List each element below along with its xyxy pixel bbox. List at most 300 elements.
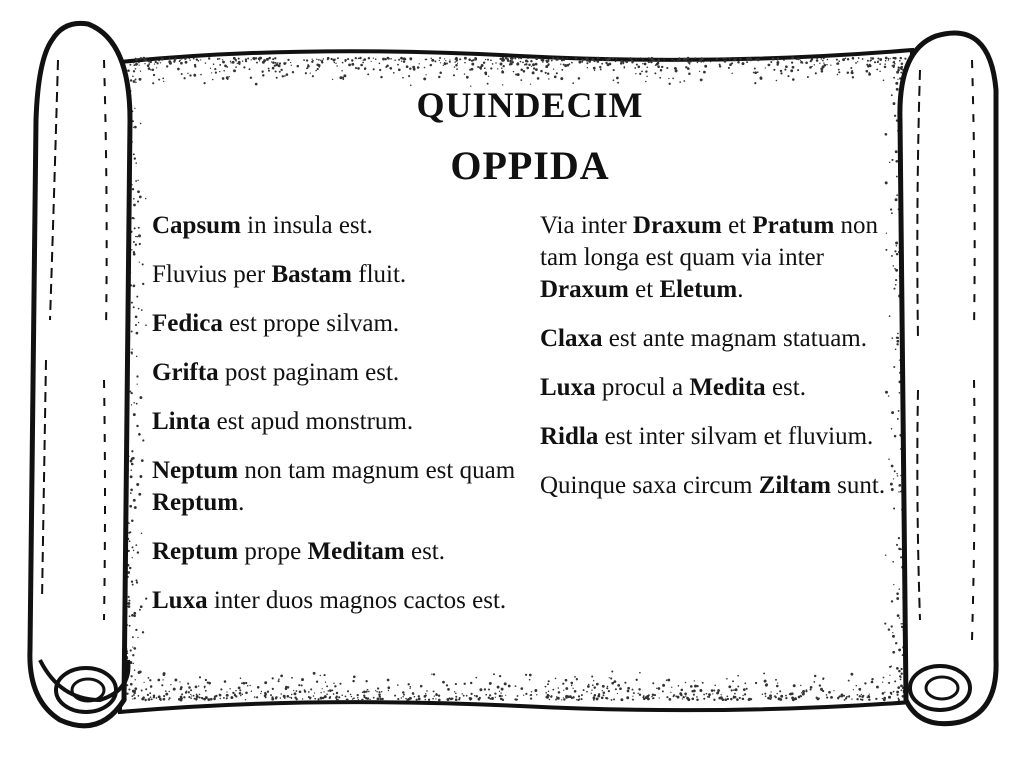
stipple-dot	[644, 63, 647, 66]
clue-text: sunt.	[830, 472, 886, 499]
stipple-dot	[892, 635, 895, 638]
stipple-dot	[894, 435, 897, 438]
stipple-dot	[724, 58, 726, 60]
stipple-dot	[898, 484, 901, 487]
clue-text: non tam longa est quam via inter	[540, 212, 879, 271]
stipple-dot	[128, 596, 130, 598]
stipple-dot	[882, 698, 883, 699]
stipple-dot	[535, 68, 538, 71]
stipple-dot	[719, 65, 721, 67]
stipple-dot	[165, 693, 168, 696]
stipple-dot	[868, 699, 869, 700]
stipple-dot	[594, 694, 596, 696]
stipple-dot	[371, 61, 372, 62]
stipple-dot	[896, 337, 898, 339]
stipple-dot	[772, 58, 775, 61]
stipple-dot	[894, 470, 896, 472]
stipple-dot	[438, 76, 440, 78]
stipple-dot	[650, 61, 652, 63]
stipple-dot	[131, 331, 133, 333]
stipple-dot	[388, 690, 389, 691]
stipple-dot	[730, 698, 732, 700]
stipple-dot	[789, 693, 791, 695]
stipple-dot	[180, 699, 181, 700]
stipple-dot	[512, 57, 514, 59]
stipple-dot	[667, 679, 670, 682]
stipple-dot	[542, 61, 544, 63]
stipple-dot	[148, 67, 151, 70]
stipple-dot	[430, 64, 432, 66]
stipple-dot	[879, 63, 881, 65]
stipple-dot	[798, 696, 801, 699]
stipple-dot	[485, 59, 486, 60]
stipple-dot	[892, 651, 895, 654]
clue-text: post paginam est.	[218, 359, 400, 386]
stipple-dot	[691, 697, 694, 700]
stipple-dot	[483, 61, 485, 63]
stipple-dot	[137, 200, 139, 202]
stipple-dot	[199, 694, 201, 696]
stipple-dot	[642, 63, 643, 64]
stipple-dot	[693, 694, 695, 696]
stipple-dot	[862, 695, 864, 697]
stipple-dot	[131, 519, 134, 522]
stipple-dot	[195, 686, 198, 689]
stipple-dot	[814, 675, 816, 677]
stipple-dot	[893, 366, 895, 368]
clue-left-4	[152, 357, 522, 389]
stipple-dot	[274, 65, 276, 67]
stipple-dot	[737, 675, 739, 677]
stipple-dot	[785, 695, 787, 697]
stipple-dot	[147, 694, 149, 696]
stipple-dot	[868, 73, 871, 76]
stipple-dot	[694, 685, 697, 688]
stipple-dot	[640, 57, 642, 59]
stipple-dot	[279, 62, 281, 64]
stipple-dot	[357, 694, 359, 696]
stipple-dot	[691, 690, 693, 692]
stipple-dot	[700, 78, 703, 81]
stipple-dot	[885, 57, 888, 60]
stipple-dot	[893, 584, 894, 585]
stipple-dot	[449, 59, 450, 60]
stipple-dot	[484, 67, 486, 69]
stipple-dot	[342, 62, 344, 64]
stipple-dot	[606, 58, 609, 61]
stipple-dot	[627, 690, 630, 693]
stipple-dot	[861, 694, 862, 695]
stipple-dot	[434, 60, 436, 62]
stipple-dot	[183, 77, 185, 79]
stipple-dot	[576, 699, 578, 701]
stipple-dot	[657, 65, 660, 68]
clue-text: est.	[404, 538, 446, 565]
stipple-dot	[895, 160, 898, 163]
stipple-dot	[535, 57, 538, 60]
stipple-dot	[533, 67, 535, 69]
stipple-dot	[784, 69, 786, 71]
stipple-dot	[141, 533, 143, 535]
stipple-dot	[297, 65, 300, 68]
stipple-dot	[490, 67, 492, 69]
stipple-dot	[531, 66, 532, 67]
stipple-dot	[674, 67, 677, 70]
stipple-dot	[378, 691, 380, 693]
stipple-dot	[842, 58, 845, 61]
stipple-dot	[438, 695, 440, 697]
title-line-2: OPPIDA	[450, 143, 610, 188]
stipple-dot	[900, 556, 902, 558]
stipple-dot	[857, 694, 859, 696]
stipple-dot	[185, 61, 188, 64]
stipple-dot	[574, 676, 576, 678]
stipple-dot	[671, 59, 673, 61]
stipple-dot	[588, 60, 591, 63]
stipple-dot	[503, 65, 505, 67]
stipple-dot	[278, 64, 281, 67]
stipple-dot	[346, 698, 349, 701]
clue-town-name: Reptum	[152, 489, 239, 516]
stipple-dot	[582, 59, 584, 61]
stipple-dot	[219, 64, 221, 66]
stipple-dot	[661, 66, 663, 68]
stipple-dot	[565, 687, 568, 690]
stipple-dot	[897, 79, 898, 80]
stipple-dot	[791, 57, 794, 60]
stipple-dot	[694, 680, 695, 681]
stipple-dot	[315, 70, 317, 72]
stipple-dot	[223, 697, 225, 699]
stipple-dot	[321, 62, 323, 64]
stipple-dot	[149, 692, 151, 694]
stipple-dot	[369, 699, 370, 700]
stipple-dot	[435, 698, 436, 699]
stipple-dot	[443, 65, 444, 66]
stipple-dot	[897, 418, 899, 420]
stipple-dot	[651, 58, 654, 61]
stipple-dot	[879, 71, 880, 72]
stipple-dot	[614, 680, 617, 683]
stipple-dot	[416, 699, 418, 701]
stipple-dot	[560, 77, 563, 80]
stipple-dot	[402, 691, 405, 694]
stipple-dot	[165, 690, 167, 692]
stipple-dot	[189, 58, 190, 59]
stipple-dot	[433, 690, 435, 692]
stipple-dot	[500, 63, 503, 66]
stipple-dot	[882, 681, 883, 682]
stipple-dot	[294, 696, 296, 698]
stipple-dot	[540, 70, 542, 72]
stipple-dot	[363, 691, 366, 694]
stipple-dot	[768, 64, 771, 67]
stipple-dot	[776, 80, 778, 82]
stipple-dot	[132, 584, 134, 586]
stipple-dot	[668, 78, 669, 79]
stipple-dot	[864, 682, 866, 684]
stipple-dot	[578, 695, 580, 697]
stipple-dot	[500, 698, 503, 701]
stipple-dot	[320, 675, 321, 676]
stipple-dot	[713, 699, 715, 701]
stipple-dot	[629, 57, 631, 59]
stipple-dot	[597, 57, 600, 60]
stipple-dot	[362, 62, 364, 64]
stipple-dot	[611, 699, 613, 701]
stipple-dot	[367, 73, 369, 75]
stipple-dot	[549, 699, 550, 700]
stipple-dot	[449, 61, 451, 63]
stipple-dot	[130, 683, 133, 686]
stipple-dot	[324, 695, 327, 698]
stipple-dot	[555, 678, 557, 680]
stipple-dot	[464, 57, 467, 60]
stipple-dot	[242, 694, 244, 696]
stipple-dot	[517, 74, 519, 76]
stipple-dot	[698, 60, 700, 62]
stipple-dot	[872, 57, 875, 60]
stipple-dot	[678, 58, 681, 61]
stipple-dot	[135, 579, 137, 581]
stipple-dot	[287, 59, 289, 61]
stipple-dot	[136, 356, 138, 358]
stipple-dot	[264, 681, 267, 684]
stipple-dot	[851, 698, 852, 699]
stipple-dot	[800, 695, 802, 697]
stipple-dot	[174, 679, 177, 682]
stipple-dot	[213, 698, 215, 700]
stipple-dot	[563, 690, 564, 691]
stipple-dot	[571, 683, 573, 685]
clue-text: Via inter	[540, 212, 633, 239]
clue-text: Quinque saxa circum	[540, 472, 759, 499]
stipple-dot	[652, 698, 653, 699]
stipple-dot	[243, 682, 246, 685]
stipple-dot	[127, 602, 130, 605]
stipple-dot	[247, 685, 249, 687]
stipple-dot	[731, 73, 732, 74]
stipple-dot	[163, 81, 164, 82]
stipple-dot	[198, 685, 199, 686]
stipple-dot	[594, 699, 595, 700]
stipple-dot	[592, 684, 594, 686]
stipple-dot	[843, 695, 845, 697]
stipple-dot	[135, 315, 138, 318]
stipple-dot	[132, 663, 134, 665]
stipple-dot	[157, 679, 160, 682]
stipple-dot	[770, 61, 772, 63]
stipple-dot	[336, 699, 338, 701]
stipple-dot	[286, 695, 289, 698]
stipple-dot	[855, 62, 857, 64]
stipple-dot	[527, 58, 528, 59]
stipple-dot	[523, 695, 524, 696]
stipple-dot	[586, 62, 588, 64]
stipple-dot	[135, 162, 137, 164]
stipple-dot	[163, 673, 166, 676]
stipple-dot	[132, 557, 133, 558]
stipple-dot	[893, 265, 894, 266]
stipple-dot	[682, 696, 684, 698]
stipple-dot	[868, 696, 871, 699]
stipple-dot	[893, 102, 896, 105]
stipple-dot	[562, 683, 564, 685]
stipple-dot	[425, 59, 427, 61]
stipple-dot	[488, 76, 489, 77]
stipple-dot	[643, 698, 646, 701]
stipple-dot	[892, 632, 893, 633]
stipple-dot	[130, 489, 133, 492]
stipple-dot	[616, 58, 617, 59]
stipple-dot	[258, 58, 261, 61]
stipple-dot	[435, 693, 438, 696]
stipple-dot	[485, 694, 487, 696]
stipple-dot	[131, 302, 133, 304]
stipple-dot	[696, 698, 699, 701]
stipple-dot	[245, 58, 247, 60]
stipple-dot	[871, 681, 874, 684]
stipple-dot	[373, 57, 374, 58]
stipple-dot	[896, 71, 899, 74]
stipple-dot	[424, 67, 426, 69]
stipple-dot	[899, 60, 901, 62]
stipple-dot	[426, 690, 428, 692]
stipple-dot	[569, 63, 571, 65]
stipple-dot	[848, 680, 850, 682]
stipple-dot	[632, 689, 634, 691]
stipple-dot	[603, 691, 606, 694]
stipple-dot	[558, 691, 561, 694]
stipple-dot	[871, 678, 873, 680]
stipple-dot	[563, 697, 564, 698]
clue-text: .	[238, 489, 245, 516]
stipple-dot	[131, 581, 133, 583]
stipple-dot	[509, 63, 511, 65]
stipple-dot	[690, 685, 693, 688]
stipple-dot	[204, 686, 206, 688]
stipple-dot	[135, 79, 137, 81]
stipple-dot	[807, 76, 809, 78]
stipple-dot	[364, 58, 367, 61]
stipple-dot	[563, 59, 565, 61]
stipple-dot	[283, 62, 286, 65]
stipple-dot	[268, 70, 270, 72]
stipple-dot	[275, 70, 277, 72]
stipple-dot	[841, 695, 844, 698]
stipple-dot	[754, 67, 756, 69]
stipple-dot	[134, 506, 137, 509]
stipple-dot	[268, 68, 270, 70]
stipple-dot	[901, 66, 904, 69]
stipple-dot	[794, 697, 797, 700]
stipple-dot	[238, 58, 240, 60]
stipple-dot	[891, 694, 892, 695]
stipple-dot	[858, 688, 861, 691]
stipple-dot	[132, 75, 134, 77]
stipple-dot	[515, 74, 517, 76]
stipple-dot	[329, 697, 331, 699]
stipple-dot	[142, 631, 144, 633]
stipple-dot	[846, 696, 848, 698]
stipple-dot	[138, 695, 140, 697]
stipple-dot	[733, 689, 735, 691]
stipple-dot	[802, 690, 805, 693]
stipple-dot	[205, 696, 208, 699]
stipple-dot	[690, 61, 692, 63]
stipple-dot	[616, 77, 619, 80]
stipple-dot	[398, 59, 400, 61]
stipple-dot	[470, 693, 472, 695]
stipple-dot	[453, 74, 455, 76]
stipple-dot	[249, 685, 250, 686]
stipple-dot	[144, 699, 146, 701]
stipple-dot	[847, 58, 849, 60]
stipple-dot	[160, 62, 161, 63]
stipple-dot	[142, 263, 144, 265]
stipple-dot	[322, 688, 323, 689]
stipple-dot	[851, 673, 854, 676]
stipple-dot	[432, 698, 434, 700]
stipple-dot	[726, 696, 728, 698]
stipple-dot	[158, 695, 161, 698]
stipple-dot	[272, 61, 275, 64]
stipple-dot	[609, 677, 610, 678]
stipple-dot	[277, 62, 278, 63]
stipple-dot	[771, 691, 772, 692]
stipple-dot	[185, 691, 187, 693]
stipple-dot	[238, 61, 241, 64]
stipple-dot	[401, 697, 402, 698]
stipple-dot	[753, 72, 755, 74]
stipple-dot	[373, 697, 375, 699]
stipple-dot	[721, 694, 722, 695]
stipple-dot	[897, 333, 899, 335]
stipple-dot	[635, 73, 636, 74]
stipple-dot	[439, 60, 440, 61]
stipple-dot	[637, 693, 638, 694]
stipple-dot	[243, 66, 245, 68]
stipple-dot	[417, 66, 420, 69]
stipple-dot	[149, 679, 151, 681]
stipple-dot	[679, 81, 681, 83]
stipple-dot	[606, 687, 608, 689]
stipple-dot	[638, 688, 640, 690]
stipple-dot	[869, 60, 871, 62]
stipple-dot	[703, 61, 705, 63]
stipple-dot	[714, 685, 716, 687]
stipple-dot	[816, 697, 818, 699]
stipple-dot	[703, 71, 706, 74]
stipple-dot	[138, 62, 139, 63]
stipple-dot	[638, 66, 641, 69]
stipple-dot	[134, 126, 137, 129]
stipple-dot	[732, 680, 734, 682]
stipple-dot	[884, 623, 886, 625]
stipple-dot	[475, 695, 478, 698]
stipple-dot	[133, 614, 136, 617]
stipple-dot	[542, 59, 544, 61]
stipple-dot	[504, 682, 507, 685]
stipple-dot	[889, 675, 890, 676]
stipple-dot	[479, 697, 481, 699]
stipple-dot	[138, 227, 140, 229]
stipple-dot	[893, 61, 895, 63]
stipple-dot	[488, 689, 490, 691]
clue-left-5	[152, 406, 522, 438]
stipple-dot	[239, 692, 242, 695]
stipple-dot	[663, 59, 665, 61]
